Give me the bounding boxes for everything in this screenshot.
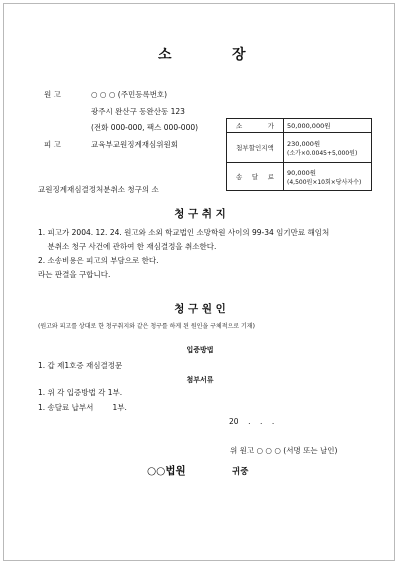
plaintiff-address: 광주시 완산구 동완산동 123 (91, 107, 185, 116)
evidence-item: 1. 갑 제1호증 재심결정문 (38, 361, 123, 370)
title-char-2: 장 (232, 47, 249, 63)
fee-value: 90,000원 (287, 168, 317, 177)
defendant-name: 교육부교원징계재심위원회 (91, 140, 178, 149)
fee-label: 소 가 (236, 122, 274, 130)
date-field: 20 . . . (229, 417, 275, 426)
claim-cause-heading: 청 구 원 인 (174, 303, 226, 315)
fee-label: 첨부할인지액 (236, 144, 274, 152)
fee-note: (4,500원×10회×당사자수) (287, 178, 362, 186)
fee-row (227, 133, 372, 163)
plaintiff-name: ○ ○ ○ (주민등록번호) (91, 90, 168, 99)
title-char-1: 소 (158, 47, 175, 63)
court-suffix: 귀중 (232, 467, 249, 477)
fee-note: (소가×0.0045+5,000원) (287, 149, 358, 157)
signature-line: 위 원고 ○ ○ ○ (서명 또는 날인) (230, 446, 338, 455)
claim-cause-note: (원고와 피고를 상대로 한 청구취지와 같은 청구를 하게 된 원인을 구체적으로 기재) (38, 323, 255, 330)
plaintiff-contact: (전화 000-000, 팩스 000-000) (91, 123, 199, 132)
document-frame (3, 3, 395, 561)
attachment-item: 1. 송달료 납부서 1부. (38, 403, 127, 412)
claim-purpose-line: 분취소 청구 사건에 관하여 한 재심결정을 취소한다. (38, 242, 217, 251)
attachment-item: 1. 위 각 입증방법 각 1부. (38, 388, 123, 397)
claim-purpose-heading: 청 구 취 지 (174, 208, 226, 220)
claim-purpose-line: 2. 소송비용은 피고의 부담으로 한다. (38, 256, 159, 265)
attachments-heading: 첨부서류 (186, 376, 214, 384)
defendant-label: 피 고 (44, 140, 61, 149)
fee-value: 230,000원 (287, 139, 321, 148)
fee-label: 송 달 료 (236, 173, 274, 181)
fee-row (227, 163, 372, 191)
claim-purpose-line: 1. 피고가 2004. 12. 24. 원고와 소외 학교법인 소망학원 사이의 99-34 임기만료 해임처 (38, 228, 330, 237)
court-name: ○○법원 (147, 465, 186, 477)
evidence-heading: 입증방법 (186, 346, 214, 354)
fee-row (227, 119, 372, 133)
claim-purpose-line: 라는 판결을 구합니다. (38, 270, 111, 279)
case-name: 교원징계재심결정처분취소 청구의 소 (38, 185, 159, 194)
fee-value: 50,000,000원 (284, 119, 372, 133)
plaintiff-label: 원 고 (44, 90, 61, 99)
fee-table (226, 118, 372, 191)
